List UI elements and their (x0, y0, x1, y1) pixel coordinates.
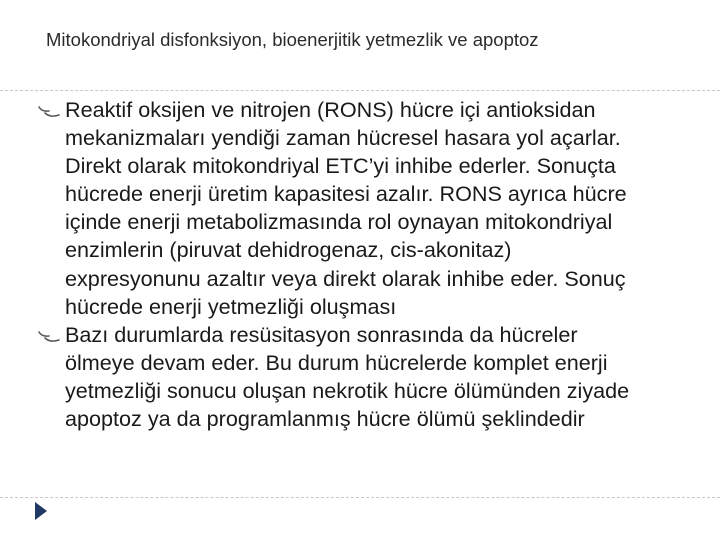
bullet-item (36, 321, 646, 433)
bullet-text: Bazı durumlarda resüsitasyon sonrasında da hücreler ölmeye devam eder. Bu durum hücrelerde komplet enerji yetmezliği sonucu oluşan nekrotik hücre ölümünden ziyade apoptoz ya da programlanmış hücre ölümü şeklindedir (65, 321, 630, 432)
curved-bullet-icon (36, 324, 62, 346)
top-divider (0, 90, 720, 91)
bottom-divider (0, 497, 720, 498)
slide-title: Mitokondriyal disfonksiyon, bioenerjitik yetmezlik ve apoptoz (46, 29, 539, 50)
bullet-text: Reaktif oksijen ve nitrojen (RONS) hücre içi antioksidan mekanizmaları yendiği zaman hücresel hasara yol açarlar. Direkt olarak mitokondriyal ETC’yi inhibe ederler. Sonuçta hücrede enerji üretim kapasitesi azalır. RONS ayrıca hücre içinde enerji metabolizmasında rol oynayan mitokondriyal enzimlerin (piruvat dehidrogenaz, cis-akonitaz) expresyonunu azaltır veya direkt olarak inhibe eder. Sonuç hücrede enerji yetmezliği oluşması (65, 97, 627, 319)
bullet-item (36, 96, 646, 321)
bullet-list (36, 96, 646, 433)
play-arrow-icon (33, 500, 49, 522)
curved-bullet-icon (36, 99, 62, 121)
